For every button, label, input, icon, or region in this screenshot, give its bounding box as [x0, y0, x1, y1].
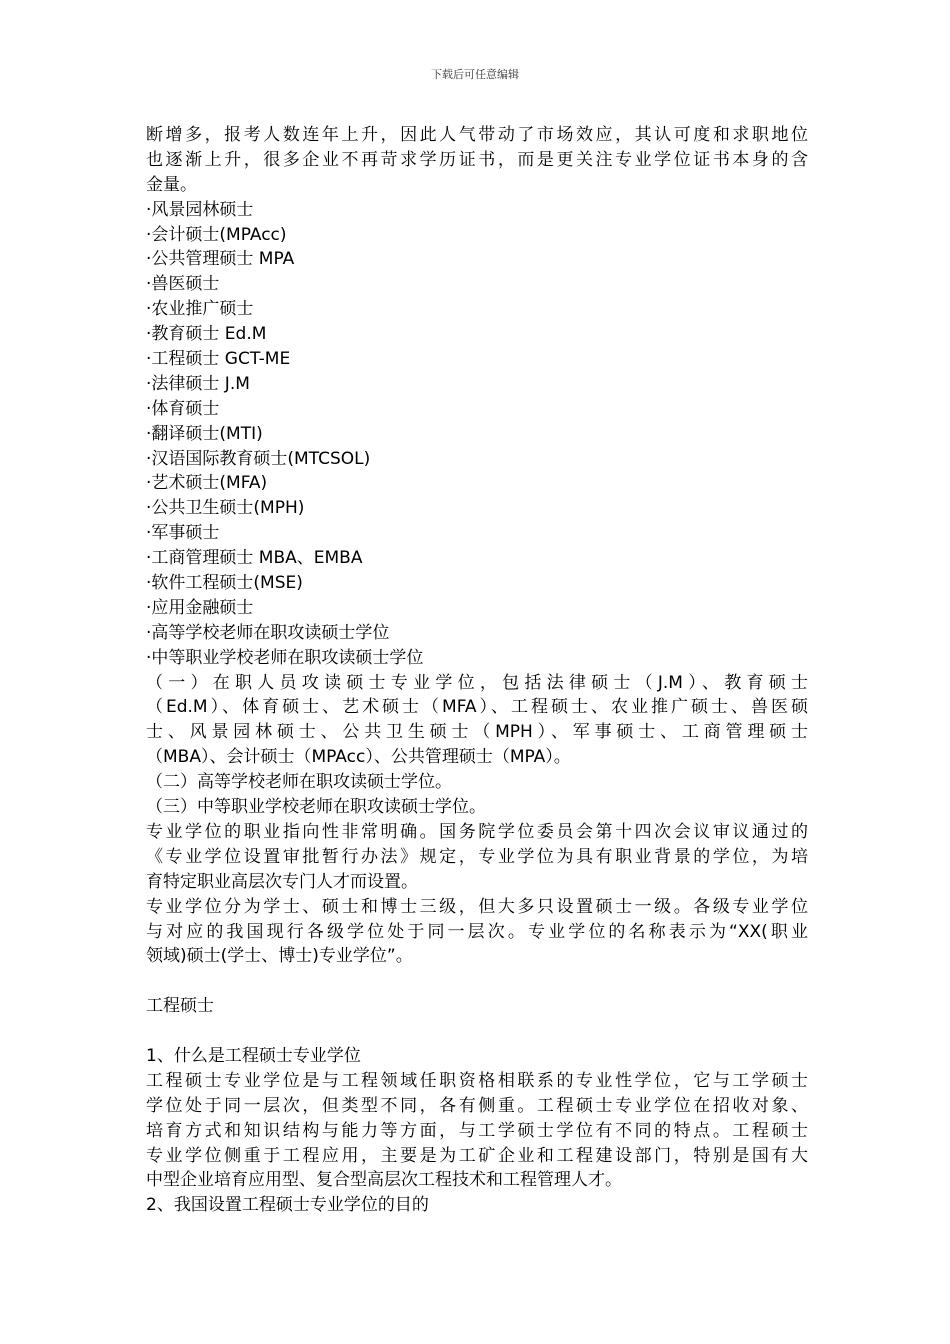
question-two-heading: 2、我国设置工程硕士专业学位的目的	[146, 1195, 429, 1216]
text-line: 中型企业培育应用型、复合型高层次工程技术和工程管理人才。	[146, 1170, 622, 1191]
category-one-paragraph	[146, 671, 808, 771]
list-item: ·法律硕士 J.M	[146, 373, 250, 394]
text-line: 工程硕士专业学位是与工程领域任职资格相联系的专业性学位，它与工学硕士	[146, 1070, 808, 1091]
section-title: 工程硕士	[146, 996, 214, 1017]
text-line: 断增多，报考人数连年上升，因此人气带动了市场效应，其认可度和求职地位	[146, 125, 808, 145]
list-item: ·军事硕士	[146, 523, 220, 544]
blank-line	[146, 1019, 808, 1044]
category-two: （二）高等学校老师在职攻读硕士学位。	[146, 772, 452, 793]
text-line: （一）在职人员攻读硕士专业学位，包括法律硕士（J.M）、教育硕士	[146, 672, 808, 693]
text-line: 士、风景园林硕士、公共卫生硕士（MPH）、军事硕士、工商管理硕士	[146, 722, 808, 743]
text-line: 也逐渐上升，很多企业不再苛求学历证书，而是更关注专业学位证书本身的含	[146, 149, 808, 170]
text-line: 《专业学位设置审批暂行办法》规定，专业学位为具有职业背景的学位，为培	[146, 846, 808, 867]
text-line: 领域)硕士(学士、博士)专业学位”。	[146, 946, 413, 967]
text-line: 育特定职业高层次专门人才而设置。	[146, 871, 418, 892]
purpose-paragraph	[146, 820, 808, 895]
category-three: （三）中等职业学校老师在职攻读硕士学位。	[146, 797, 486, 818]
document-body	[146, 123, 808, 1218]
list-item: ·翻译硕士(MTI)	[146, 423, 263, 444]
list-item: ·农业推广硕士	[146, 299, 254, 320]
text-line: 培育方式和知识结构与能力等方面，与工学硕士学位有不同的特点。工程硕士	[146, 1120, 808, 1141]
list-item: ·工商管理硕士 MBA、EMBA	[146, 548, 363, 569]
levels-paragraph	[146, 895, 808, 970]
list-item: ·兽医硕士	[146, 274, 220, 295]
list-item: ·工程硕士 GCT-ME	[146, 349, 291, 370]
page-header-note: 下载后可任意编辑	[431, 68, 519, 81]
intro-paragraph	[146, 123, 808, 198]
text-line: （Ed.M）、体育硕士、艺术硕士（MFA）、工程硕士、农业推广硕士、兽医硕	[146, 697, 808, 718]
question-one-body	[146, 1069, 808, 1193]
list-item: ·公共管理硕士 MPA	[146, 249, 295, 270]
text-line: 专业学位的职业指向性非常明确。国务院学位委员会第十四次会议审议通过的	[146, 821, 808, 842]
list-item: ·中等职业学校老师在职攻读硕士学位	[146, 647, 424, 668]
text-line: 与对应的我国现行各级学位处于同一层次。专业学位的名称表示为“XX(职业	[146, 921, 808, 942]
list-item: ·体育硕士	[146, 398, 220, 419]
text-line: 学位处于同一层次，但类型不同，各有侧重。工程硕士专业学位在招收对象、	[146, 1095, 808, 1116]
list-item: ·公共卫生硕士(MPH)	[146, 498, 305, 519]
list-item: ·教育硕士 Ed.M	[146, 324, 267, 345]
blank-line	[146, 969, 808, 994]
text-line: 专业学位侧重于工程应用，主要是为工矿企业和工程建设部门，特别是国有大	[146, 1145, 808, 1166]
list-item: ·应用金融硕士	[146, 597, 254, 618]
degree-list	[146, 198, 808, 671]
list-item: ·汉语国际教育硕士(MTCSOL)	[146, 448, 371, 469]
list-item: ·会计硕士(MPAcc)	[146, 224, 287, 245]
list-item: ·软件工程硕士(MSE)	[146, 573, 303, 594]
list-item: ·艺术硕士(MFA)	[146, 473, 268, 494]
text-line: （MBA）、会计硕士（MPAcc）、公共管理硕士（MPA）。	[146, 747, 571, 768]
list-item: ·风景园林硕士	[146, 199, 254, 220]
text-line: 专业学位分为学士、硕士和博士三级，但大多只设置硕士一级。各级专业学位	[146, 896, 808, 917]
question-one-heading: 1、什么是工程硕士专业学位	[146, 1045, 361, 1066]
text-line: 金量。	[146, 174, 197, 195]
list-item: ·高等学校老师在职攻读硕士学位	[146, 622, 390, 643]
